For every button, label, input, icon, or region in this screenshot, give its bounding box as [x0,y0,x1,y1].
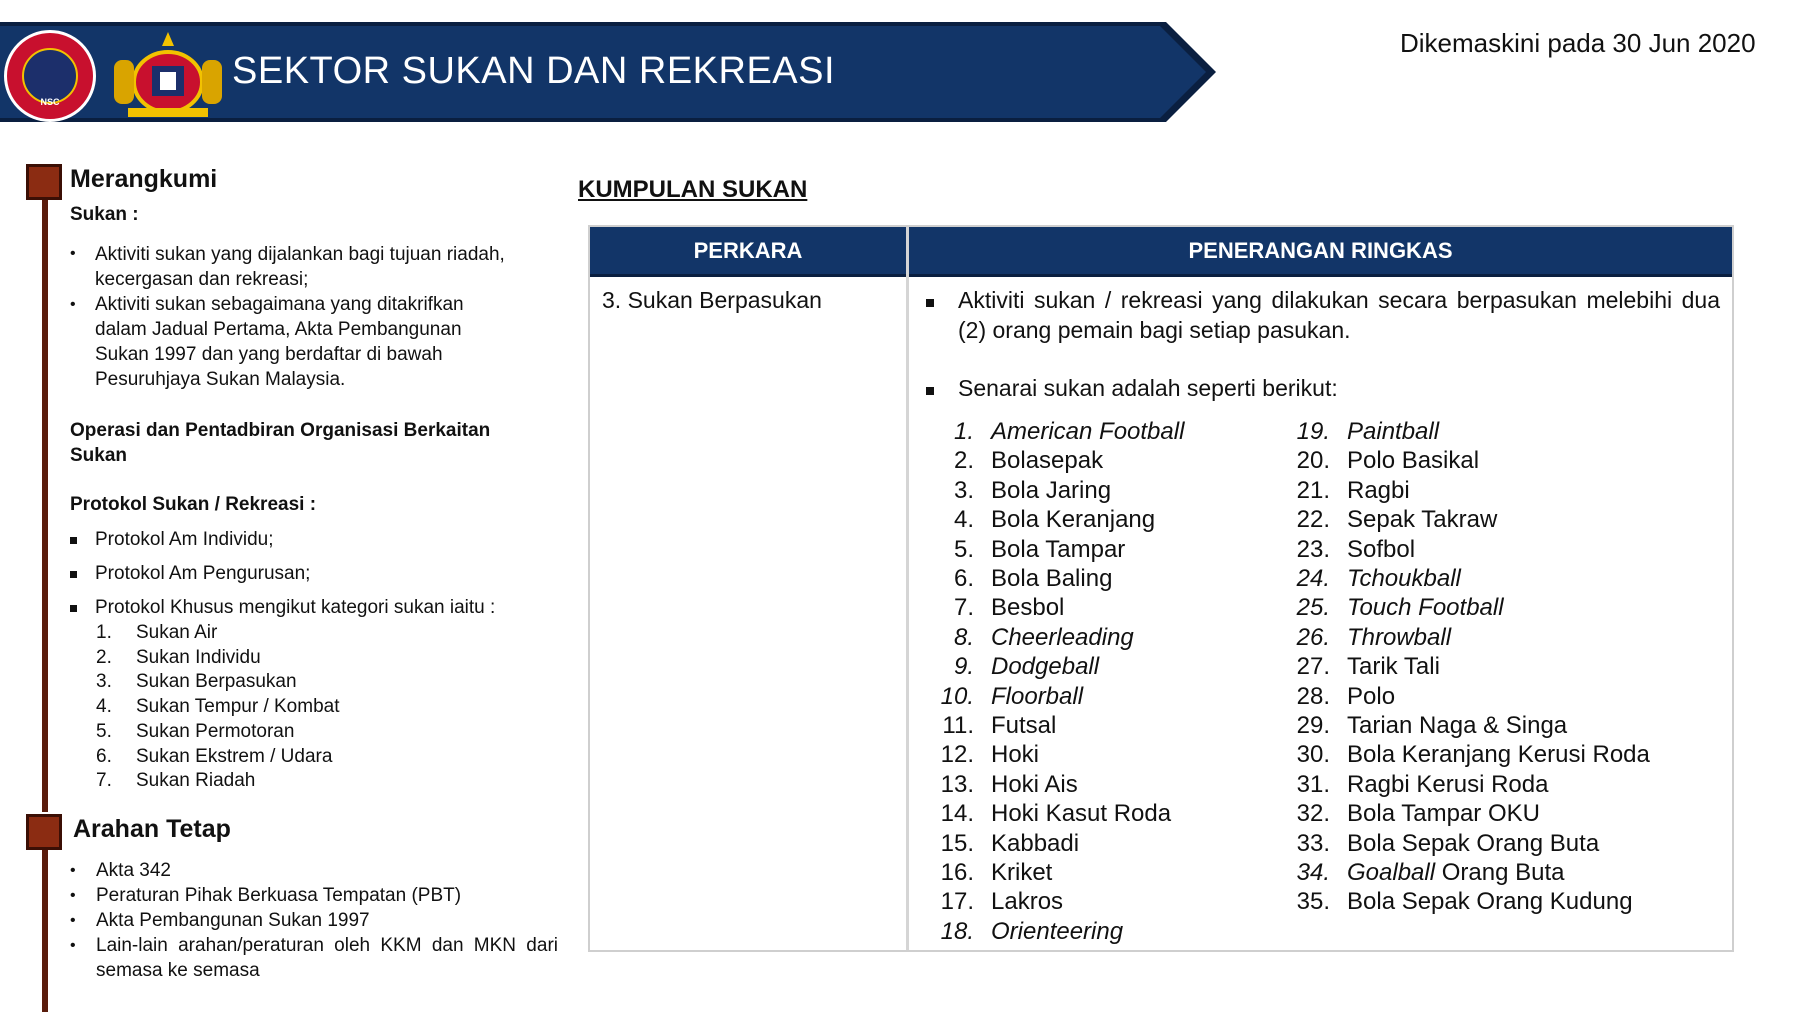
sport-number: 18. [940,917,974,945]
sport-number: 28. [1296,682,1330,710]
operasi-heading: Operasi dan Pentadbiran Organisasi Berkaitan Sukan [70,420,491,466]
sport-item [922,771,1078,799]
sport-item [922,741,1039,769]
protokol-label: Protokol Sukan / Rekreasi : [70,494,317,515]
sport-name-suffix: Orang Buta [1435,859,1565,886]
sport-name: Tarik Tali [1347,653,1440,681]
sport-item [922,565,1112,593]
section-marker-arahan [26,814,62,850]
category-item: Sukan Riadah [136,770,256,792]
category-list [136,621,339,794]
sukan-label: Sukan : [70,204,139,225]
sport-item [1278,741,1650,769]
category-item: Sukan Ekstrem / Udara [136,745,333,767]
sport-name: Besbol [991,594,1065,622]
sport-name: Kabbadi [991,829,1080,857]
sport-item [1278,859,1564,887]
square-bullet [926,299,934,307]
sport-item [1278,624,1451,652]
sport-item [922,447,1103,475]
category-item: Sukan Tempur / Kombat [136,696,340,718]
sport-item [922,418,1184,446]
sports-list-intro: Senarai sukan adalah seperti berikut: [958,375,1338,401]
nsc-logo-emblem [22,48,78,104]
sport-item [922,653,1099,681]
sport-number: 25. [1296,594,1330,622]
sport-name: Orienteering [991,917,1124,945]
column-header-perkara: PERKARA [590,227,906,277]
sport-item [1278,830,1599,858]
category-item: Sukan Permotoran [136,720,295,742]
bullet-dot: • [70,862,76,879]
category-numbers: 1. 2. 3. 4. 5. 6. 7. [96,622,112,792]
sport-name: Bola Sepak Orang Buta [1347,829,1600,857]
sport-name: American Football [991,418,1185,445]
sport-name: Hoki Ais [991,770,1078,798]
category-item: Sukan Air [136,622,218,643]
square-bullet [70,605,77,612]
sport-number: 15. [940,829,974,857]
perkara-cell: 3. Sukan Berpasukan [602,287,822,313]
arahan-item-3: Akta Pembangunan Sukan 1997 [96,910,370,931]
sport-item [922,712,1056,740]
sport-item [922,800,1171,828]
description-text: Aktiviti sukan / rekreasi yang dilakukan secara berpasukan melebihi dua (2) orang pemain bagi setiap pasukan. [958,287,1720,343]
sport-item [1278,447,1479,475]
sport-number: 6. [953,565,974,592]
section-marker-merangkumi [26,164,62,200]
sport-name: Bola Keranjang [991,506,1156,534]
column-divider [906,227,909,950]
column-header-penerangan: PENERANGAN RINGKAS [909,227,1732,277]
sport-item [922,859,1052,887]
kumpulan-sukan-heading: KUMPULAN SUKAN [578,176,808,203]
sport-item [1278,536,1415,564]
sport-name: Goalball [1347,859,1436,886]
sport-number: 10. [940,682,974,710]
page-title: SEKTOR SUKAN DAN REKREASI [232,50,836,92]
sport-item [922,594,1064,622]
sport-item [1278,800,1540,828]
sport-number: 7. [953,594,974,622]
sport-number: 8. [953,623,974,651]
square-bullet [70,537,77,544]
sport-name: Tarian Naga & Singa [1347,712,1568,739]
sport-name: Bola Sepak Orang Kudung [1347,888,1633,916]
sport-item [1278,477,1410,505]
sport-number: 14. [940,800,974,828]
sport-item [1278,506,1497,534]
sport-number: 5. [953,535,974,563]
category-item: Sukan Individu [136,646,261,668]
protokol-item-3: Protokol Khusus mengikut kategori sukan iaitu : [95,597,496,618]
sport-number: 24. [1296,565,1330,592]
arahan-item-1: Akta 342 [96,860,171,881]
sport-number: 13. [940,770,974,798]
sport-number: 33. [1296,829,1330,857]
sport-number: 29. [1296,712,1330,739]
sport-name: Bola Tampar [991,535,1126,563]
sport-number: 32. [1296,800,1330,828]
sukan-bullet-1: Aktiviti sukan yang dijalankan bagi tujuan riadah, kecergasan dan rekreasi; [95,244,505,290]
sport-item [922,830,1079,858]
coat-of-arms-logo [108,30,228,120]
sport-number: 4. [953,506,974,534]
protokol-item-1: Protokol Am Individu; [95,529,274,550]
sport-name: Tchoukball [1347,565,1461,592]
sport-number: 23. [1296,535,1330,563]
square-bullet [926,387,934,395]
square-bullet [70,571,77,578]
sport-item [1278,565,1461,593]
bullet-dot: • [70,296,76,313]
sport-name: Throwball [1347,623,1452,651]
sport-number: 19. [1296,418,1330,445]
sport-name: Bolasepak [991,447,1104,475]
sport-number: 26. [1296,623,1330,651]
section-title-arahan: Arahan Tetap [73,815,231,843]
sport-name: Bola Baling [991,565,1113,592]
sport-item [1278,888,1633,916]
sport-item [1278,594,1504,622]
sport-item [922,888,1063,916]
sport-item [922,624,1134,652]
sport-item [922,918,1123,946]
bullet-dot: • [70,937,76,954]
sport-item [922,477,1111,505]
bullet-dot: • [70,887,76,904]
sport-name: Dodgeball [991,653,1100,681]
sport-number: 21. [1296,476,1330,504]
sport-number: 17. [940,888,974,916]
sport-number: 16. [940,859,974,886]
sport-item [1278,683,1395,711]
sport-number: 3. [953,476,974,504]
sport-name: Sofbol [1347,535,1416,563]
sport-name: Cheerleading [991,623,1134,651]
sport-item [922,536,1125,564]
sport-name: Sepak Takraw [1347,506,1498,534]
sport-name: Paintball [1347,418,1440,445]
sport-name: Lakros [991,888,1064,916]
sport-number: 27. [1296,653,1330,681]
nsc-logo [4,30,96,122]
sport-name: Polo [1347,682,1396,710]
bullet-dot: • [70,912,76,929]
sport-number: 20. [1296,447,1330,475]
sport-name: Floorball [991,682,1084,710]
sport-number: 11. [942,712,974,739]
section-title-merangkumi: Merangkumi [70,165,218,193]
protokol-item-2: Protokol Am Pengurusan; [95,563,311,584]
sport-number: 1. [953,418,974,445]
sport-name: Bola Tampar OKU [1347,800,1540,828]
updated-date: Dikemaskini pada 30 Jun 2020 [1400,28,1756,58]
sport-name: Hoki [991,741,1040,769]
sport-number: 31. [1296,770,1330,798]
sport-item [922,683,1083,711]
sport-name: Bola Jaring [991,476,1112,504]
sport-name: Ragbi [1347,476,1410,504]
sport-item [1278,653,1440,681]
sport-number: 2. [953,447,974,475]
sport-name: Polo Basikal [1347,447,1480,475]
sport-name: Futsal [991,712,1057,739]
sport-number: 30. [1296,741,1330,769]
nsc-logo-text: NSC [40,97,60,107]
sport-name: Hoki Kasut Roda [991,800,1172,828]
sport-name: Kriket [991,859,1053,886]
arahan-item-4: Lain-lain arahan/peraturan oleh KKM dan MKN dari semasa ke semasa [96,935,558,981]
category-item: Sukan Berpasukan [136,671,297,693]
sport-number: 22. [1296,506,1330,534]
bullet-dot: • [70,245,76,262]
sukan-bullet-2: Aktiviti sukan sebagaimana yang ditakrifkan dalam Jadual Pertama, Akta Pembangunan Sukan 1997 dan yang berdaftar di bawah Pesuruhjaya Sukan Malaysia. [95,294,464,390]
sports-table [588,225,1734,952]
arahan-item-2: Peraturan Pihak Berkuasa Tempatan (PBT) [96,885,462,906]
sport-name: Bola Keranjang Kerusi Roda [1347,741,1650,769]
section-line-arahan [42,850,48,1012]
sport-item [1278,418,1439,446]
sport-number: 35. [1296,888,1330,916]
sport-item [1278,712,1567,740]
sport-item [922,506,1155,534]
sport-item [1278,771,1548,799]
sport-number: 34. [1296,859,1330,886]
sport-number: 12. [940,741,974,769]
sport-number: 9. [953,653,974,681]
sport-name: Ragbi Kerusi Roda [1347,770,1549,798]
sport-name: Touch Football [1347,594,1504,622]
section-line-merangkumi [42,200,48,812]
